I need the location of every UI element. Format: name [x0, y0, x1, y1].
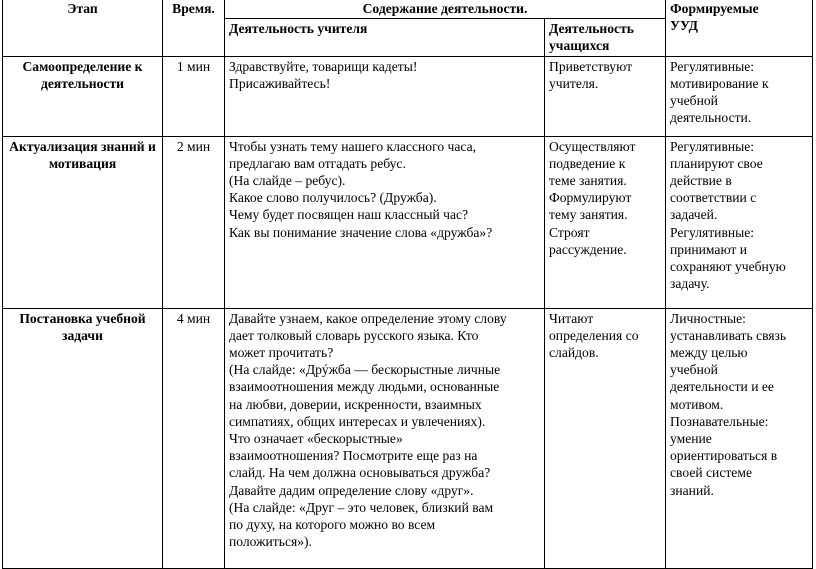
text-line: Формулируют — [549, 190, 632, 206]
text-line: Какое слово получилось? (Дружба). — [229, 190, 437, 206]
teacher-cell — [225, 308, 545, 568]
uud-cell — [666, 136, 813, 308]
text-line: Осуществляют — [549, 138, 636, 154]
text-line: Давайте дадим определение слову «друг». — [229, 482, 474, 498]
students-cell — [545, 56, 666, 136]
stage-cell: Актуализация знаний и мотивация — [3, 136, 163, 308]
text-line: умение — [670, 431, 712, 447]
text-line: по духу, на которого можно во всем — [229, 517, 436, 533]
teacher-cell — [225, 56, 545, 136]
text-line: Регулятивные: — [670, 58, 755, 74]
text-line: учебной — [670, 362, 718, 378]
uud-cell — [666, 308, 813, 568]
text-line: может прочитать? — [229, 345, 334, 361]
header-stage: Этап — [3, 0, 163, 56]
text-line: предлагаю вам отгадать ребус. — [229, 155, 406, 171]
text-line: Читают — [549, 310, 594, 326]
text-line: теме занятия. — [549, 173, 627, 189]
text-line: планируют свое — [670, 155, 763, 171]
text-line: между целью — [670, 345, 748, 361]
text-line: слайдов. — [549, 345, 599, 361]
text-line: (На слайде: «Друг – это человек, близкий вам — [229, 499, 494, 515]
text-line: задачу. — [670, 276, 710, 292]
header-uud-line: Формируемые — [670, 1, 759, 16]
text-line: взаимоотношения? Посмотрите еще раз на — [229, 448, 478, 464]
header-row-1 — [3, 0, 813, 19]
text-line: своей системе — [670, 465, 752, 481]
header-uud-line: УУД — [670, 18, 698, 34]
text-line: определения со — [549, 327, 639, 343]
text-line: подведение к — [549, 155, 626, 171]
text-line: Строят — [549, 224, 590, 240]
text-line: дает толковый словарь русского языка. Кто — [229, 327, 479, 343]
text-line: Чему будет посвящен наш классный час? — [229, 207, 469, 223]
students-cell — [545, 136, 666, 308]
text-line: Здравствуйте, товарищи кадеты! — [229, 58, 418, 74]
text-line: мотивирование к — [670, 75, 769, 91]
students-cell — [545, 308, 666, 568]
text-line: соответствии с — [670, 190, 757, 206]
table-row — [3, 136, 813, 308]
text-line: принимают и — [670, 241, 748, 257]
text-line: действие в — [670, 173, 732, 189]
text-line: Чтобы узнать тему нашего классного часа, — [229, 138, 477, 154]
teacher-cell — [225, 136, 545, 308]
text-line: симпатиях, общих интересах и увлечениях). — [229, 413, 486, 429]
text-line: учебной — [670, 93, 718, 109]
text-line: Что означает «бескорыстные» — [229, 431, 403, 447]
text-line: (На слайде: «Дрýжба — бескорыстные личные — [229, 362, 501, 378]
text-line: Давайте узнаем, какое определение этому слову — [229, 310, 507, 326]
text-line: Регулятивные: — [670, 138, 755, 154]
table-row — [3, 56, 813, 136]
table-row — [3, 308, 813, 568]
text-line: Присаживайтесь! — [229, 75, 331, 91]
uud-cell — [666, 56, 813, 136]
text-line: мотивом. — [670, 396, 724, 412]
text-line: ориентироваться в — [670, 448, 778, 464]
header-teacher: Деятельность учителя — [225, 19, 545, 56]
text-line: взаимоотношения между людьми, основанные — [229, 379, 500, 395]
text-line: Познавательные: — [670, 413, 769, 429]
text-line: сохраняют учебную — [670, 259, 786, 275]
text-line: задачей. — [670, 207, 718, 223]
text-line: деятельности и ее — [670, 379, 774, 395]
text-line: положиться»). — [229, 534, 312, 550]
text-line: учителя. — [549, 75, 599, 91]
text-line: знаний. — [670, 482, 714, 498]
text-line: слайд. На чем должна основываться дружба? — [229, 465, 491, 481]
time-cell: 1 мин — [163, 56, 225, 136]
header-time: Время. — [163, 0, 225, 56]
text-line: Личностные: — [670, 310, 746, 326]
header-uud — [666, 0, 813, 56]
header-students: Деятельность учащихся — [545, 19, 666, 56]
stage-cell: Самоопределение к деятельности — [3, 56, 163, 136]
stage-cell: Постановка учебной задачи — [3, 308, 163, 568]
header-content: Содержание деятельности. — [225, 0, 666, 19]
text-line: на любви, доверии, искренности, взаимных — [229, 396, 482, 412]
text-line: тему занятия. — [549, 207, 628, 223]
text-line: Как вы понимание значение слова «дружба»? — [229, 224, 493, 240]
text-line: рассуждение. — [549, 241, 627, 257]
time-cell: 2 мин — [163, 136, 225, 308]
time-cell: 4 мин — [163, 308, 225, 568]
text-line: устанавливать связь — [670, 327, 787, 343]
text-line: Приветствуют — [549, 58, 633, 74]
lesson-plan-table — [2, 0, 813, 569]
text-line: Регулятивные: — [670, 224, 755, 240]
text-line: деятельности. — [670, 110, 752, 126]
text-line: (На слайде – ребус). — [229, 173, 346, 189]
